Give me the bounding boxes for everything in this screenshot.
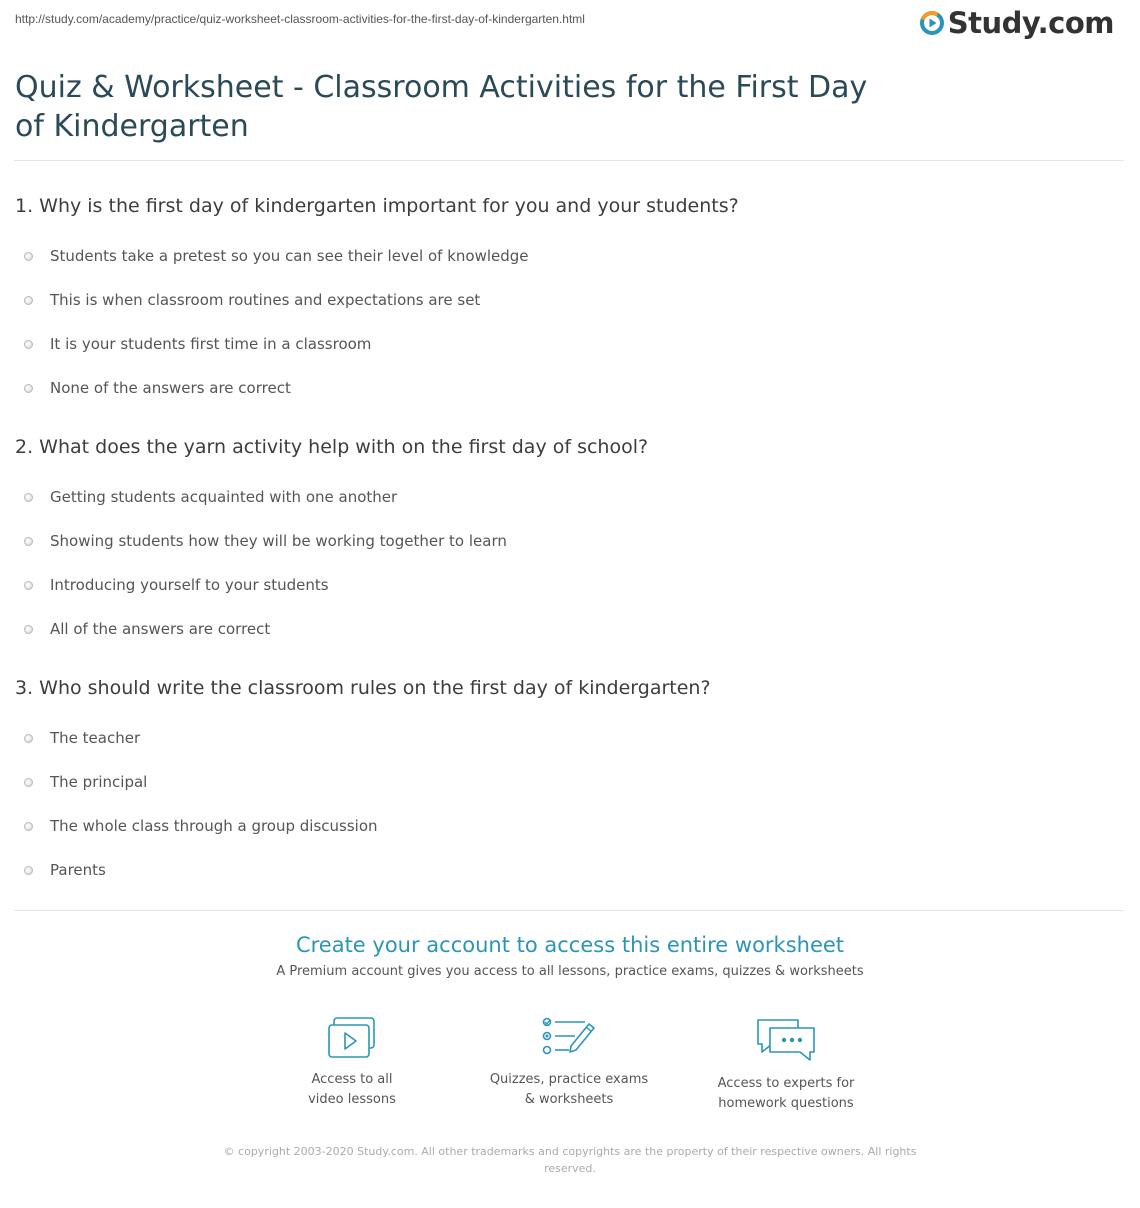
page-title: Quiz & Worksheet - Classroom Activities for the First Day of Kindergarten bbox=[15, 70, 868, 144]
answer-option[interactable] bbox=[15, 278, 1115, 322]
feature-label: Access to experts for homework questions bbox=[717, 1076, 855, 1111]
question-text: 3. Who should write the classroom rules on the first day of kindergarten? bbox=[15, 677, 711, 699]
video-lessons-icon bbox=[326, 1016, 378, 1060]
answer-option[interactable] bbox=[15, 848, 1115, 892]
answer-option[interactable] bbox=[15, 519, 1115, 563]
question-text: 2. What does the yarn activity help with on the first day of school? bbox=[15, 436, 649, 458]
question-3 bbox=[15, 675, 1115, 892]
feature-quizzes bbox=[459, 1016, 679, 1110]
question-1 bbox=[15, 193, 1115, 410]
feature-experts bbox=[676, 1016, 896, 1114]
answer-option[interactable] bbox=[15, 716, 1115, 760]
feature-video-lessons bbox=[242, 1016, 462, 1110]
radio-button[interactable] bbox=[24, 778, 33, 787]
answer-text: None of the answers are correct bbox=[50, 379, 291, 397]
answer-text: Getting students acquainted with one another bbox=[50, 488, 398, 506]
answer-text: The principal bbox=[50, 773, 148, 791]
answer-list bbox=[15, 234, 1115, 410]
answer-option[interactable] bbox=[15, 760, 1115, 804]
radio-button[interactable] bbox=[24, 296, 33, 305]
answer-text: Students take a pretest so you can see their level of knowledge bbox=[50, 247, 529, 265]
answer-text: It is your students first time in a classroom bbox=[50, 335, 372, 353]
premium-description: A Premium account gives you access to all lessons, practice exams, quizzes & worksheets bbox=[276, 964, 864, 979]
page-url: http://study.com/academy/practice/quiz-worksheet-classroom-activities-for-the-first-day-of-kindergarten.html bbox=[15, 12, 585, 26]
quiz-checklist-icon bbox=[541, 1016, 597, 1060]
answer-option[interactable] bbox=[15, 322, 1115, 366]
answer-list bbox=[15, 475, 1115, 651]
radio-button[interactable] bbox=[24, 625, 33, 634]
feature-label: Access to all video lessons bbox=[308, 1072, 396, 1107]
feature-label: Quizzes, practice exams & worksheets bbox=[489, 1072, 649, 1107]
radio-button[interactable] bbox=[24, 822, 33, 831]
answer-option[interactable] bbox=[15, 475, 1115, 519]
answer-text: The teacher bbox=[50, 729, 141, 747]
answer-option[interactable] bbox=[15, 607, 1115, 651]
answer-text: The whole class through a group discussion bbox=[50, 817, 378, 835]
radio-button[interactable] bbox=[24, 866, 33, 875]
answer-text: All of the answers are correct bbox=[50, 620, 271, 638]
question-list bbox=[15, 193, 1115, 916]
question-text: 1. Why is the first day of kindergarten important for you and your students? bbox=[15, 195, 739, 217]
chat-bubbles-icon bbox=[754, 1016, 818, 1064]
logo-text: Study.com bbox=[947, 6, 1114, 40]
radio-button[interactable] bbox=[24, 537, 33, 546]
answer-text: This is when classroom routines and expectations are set bbox=[50, 291, 481, 309]
play-circle-icon bbox=[920, 11, 944, 35]
cta-divider bbox=[14, 910, 1124, 911]
title-divider bbox=[14, 160, 1124, 161]
answer-text: Showing students how they will be working together to learn bbox=[50, 532, 507, 550]
answer-text: Parents bbox=[50, 861, 106, 879]
answer-option[interactable] bbox=[15, 804, 1115, 848]
radio-button[interactable] bbox=[24, 384, 33, 393]
answer-option[interactable] bbox=[15, 366, 1115, 410]
radio-button[interactable] bbox=[24, 493, 33, 502]
radio-button[interactable] bbox=[24, 252, 33, 261]
answer-text: Introducing yourself to your students bbox=[50, 576, 329, 594]
radio-button[interactable] bbox=[24, 340, 33, 349]
answer-option[interactable] bbox=[15, 234, 1115, 278]
radio-button[interactable] bbox=[24, 734, 33, 743]
study-logo[interactable] bbox=[920, 6, 1114, 40]
radio-button[interactable] bbox=[24, 581, 33, 590]
answer-option[interactable] bbox=[15, 563, 1115, 607]
create-account-link[interactable]: Create your account to access this entire worksheet bbox=[295, 933, 845, 957]
copyright-notice: © copyright 2003-2020 Study.com. All other trademarks and copyrights are the property of their respective owners. All rights reserved. bbox=[223, 1145, 917, 1175]
question-2 bbox=[15, 434, 1115, 651]
answer-list bbox=[15, 716, 1115, 892]
